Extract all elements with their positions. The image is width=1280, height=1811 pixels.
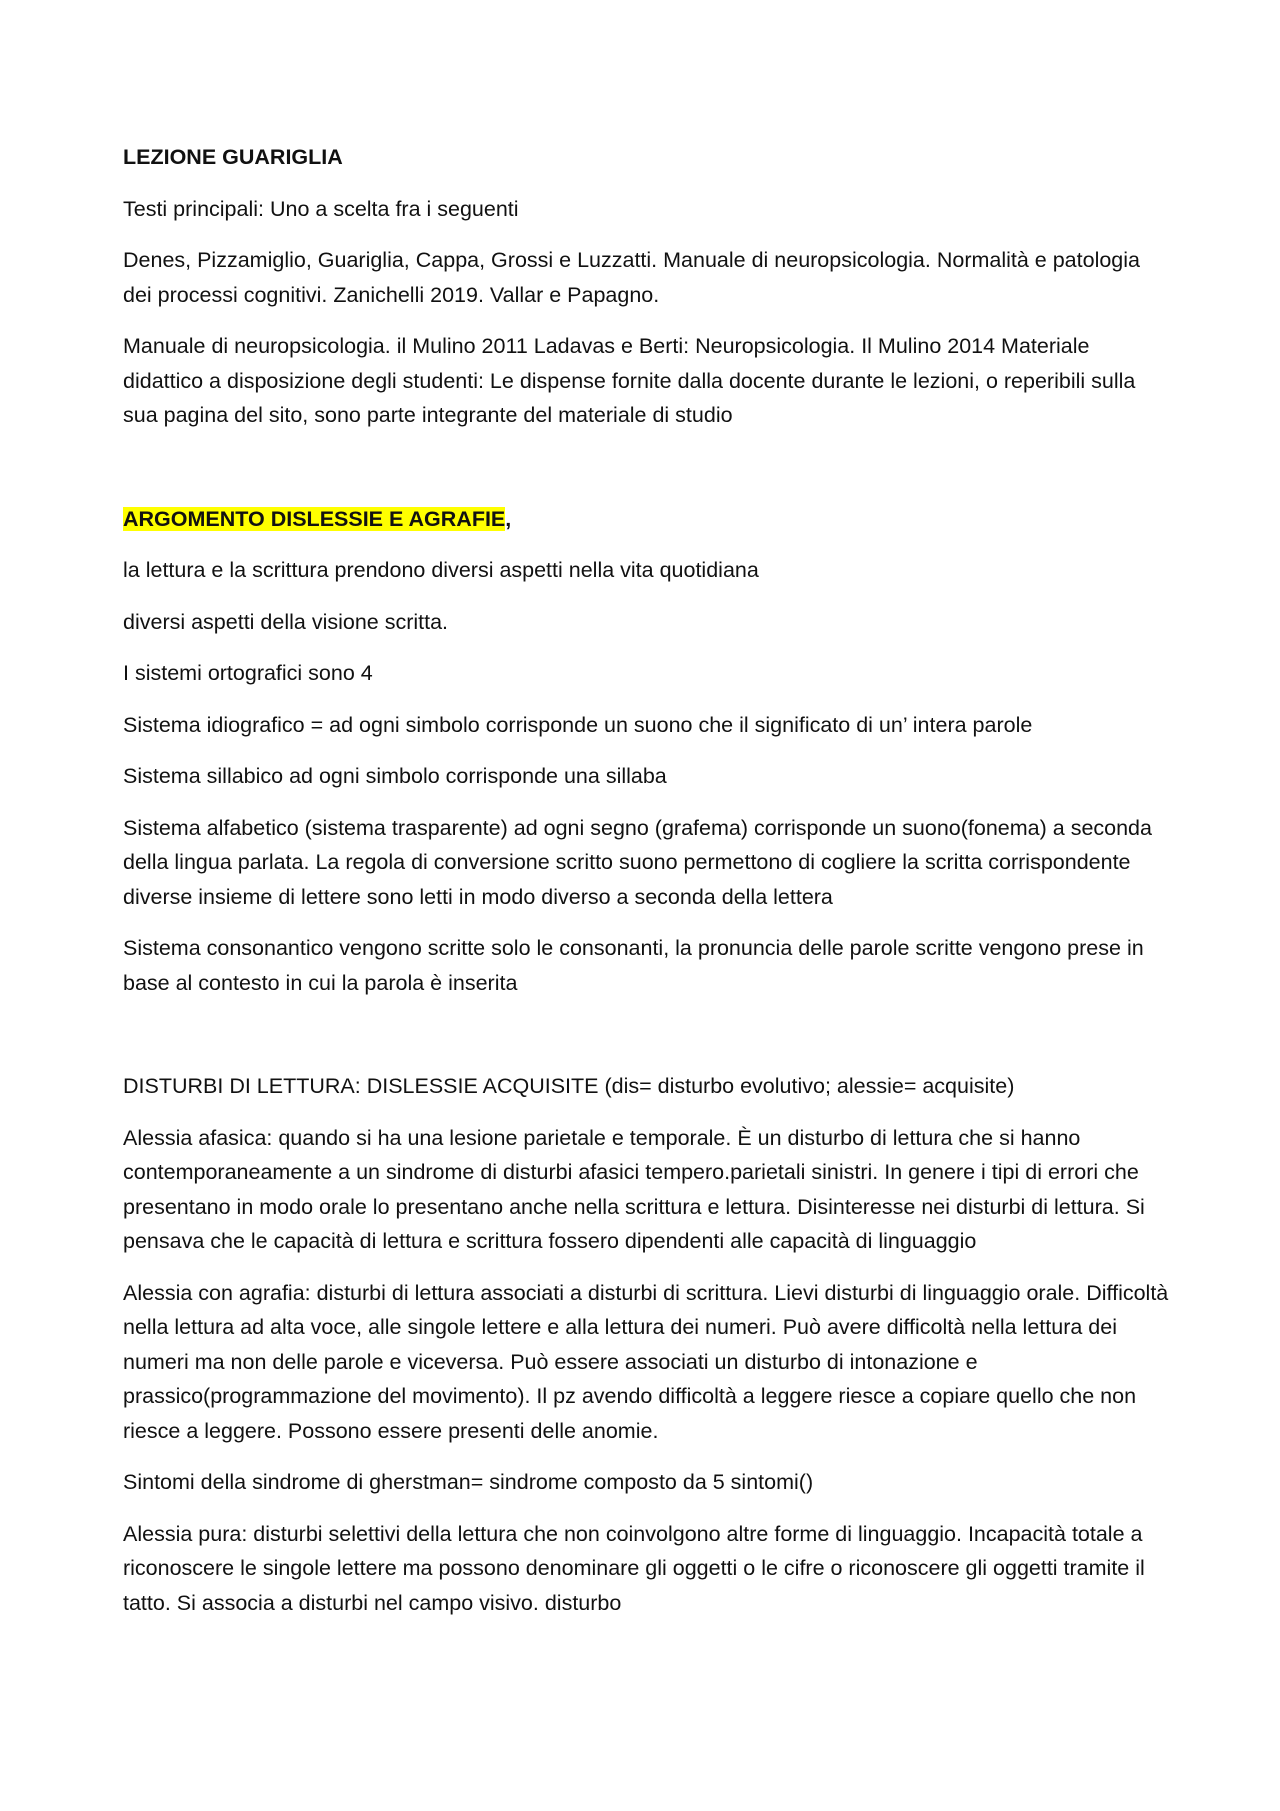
paragraph: la lettura e la scrittura prendono diversi aspetti nella vita quotidiana xyxy=(123,558,759,582)
paragraph: Alessia pura: disturbi selettivi della lettura che non coinvolgono altre forme di linguaggio. Incapacità totale a riconoscere le singole lettere ma possono denominare gli oggetti o le cifre o riconoscere gli oggetti tramite il tatto. Si associa a disturbi nel campo visivo. disturbo xyxy=(123,1521,1145,1615)
section-heading-dislessie xyxy=(123,502,1173,537)
paragraph: Sintomi della sindrome di gherstman= sindrome composto da 5 sintomi() xyxy=(123,1470,814,1494)
paragraph: diversi aspetti della visione scritta. xyxy=(123,609,449,634)
section-heading-disturbi-lettura: DISTURBI DI LETTURA: DISLESSIE ACQUISITE (dis= disturbo evolutivo; alessie= acquisite) xyxy=(123,1074,1015,1098)
spacer xyxy=(123,1017,1173,1069)
paragraph: Alessia afasica: quando si ha una lesione parietale e temporale. È un disturbo di lettura che si hanno contemporaneamente a un sindrome di disturbi afasici tempero.parietali sinistri. In genere i tipi di errori che presentano in modo orale lo presentano anche nella scrittura e lettura. Disinteresse nei disturbi di lettura. Si pensava che le capacità di lettura e scrittura fossero dipendenti alle capacità di linguaggio xyxy=(123,1125,1145,1253)
paragraph: Sistema idiografico = ad ogni simbolo corrisponde un suono che il significato di un’ intera parole xyxy=(123,712,1033,737)
document-title: LEZIONE GUARIGLIA xyxy=(123,145,343,169)
paragraph: Sistema consonantico vengono scritte solo le consonanti, la pronuncia delle parole scritte vengono prese in base al contesto in cui la parola è inserita xyxy=(123,936,1144,995)
paragraph: Alessia con agrafia: disturbi di lettura associati a disturbi di scrittura. Lievi disturbi di linguaggio orale. Difficoltà nella lettura ad alta voce, alle singole lettere e alla lettura dei numeri. Può avere difficoltà nella lettura dei numeri ma non delle parole e viceversa. Può essere associati un disturbo di intonazione e prassico(programmazione del movimento). Il pz avendo difficoltà a leggere riesce a copiare quello che non riesce a leggere. Possono essere presenti delle anomie. xyxy=(123,1280,1169,1443)
document-page xyxy=(123,140,1173,1637)
paragraph: Sistema sillabico ad ogni simbolo corrisponde una sillaba xyxy=(123,764,667,788)
paragraph: Sistema alfabetico (sistema trasparente) ad ogni segno (grafema) corrisponde un suono(fonema) a seconda della lingua parlata. La regola di conversione scritto suono permettono di cogliere la scritta corrispondente diverse insieme di lettere sono letti in modo diverso a seconda della lettera xyxy=(123,815,1152,909)
highlighted-heading-text: ARGOMENTO DISLESSIE E AGRAFIE xyxy=(123,506,506,531)
texts-reference-2: Manuale di neuropsicologia. il Mulino 2011 Ladavas e Berti: Neuropsicologia. Il Mulino 2014 Materiale didattico a disposizione degli studenti: Le dispense fornite dalla docente durante le lezioni, o reperibili sulla sua pagina del sito, sono parte integrante del materiale di studio xyxy=(123,334,1136,427)
spacer xyxy=(123,450,1173,502)
texts-intro: Testi principali: Uno a scelta fra i seguenti xyxy=(123,196,519,221)
texts-reference-1: Denes, Pizzamiglio, Guariglia, Cappa, Grossi e Luzzatti. Manuale di neuropsicologia. Normalità e patologia dei processi cognitivi. Zanichelli 2019. Vallar e Papagno. xyxy=(123,248,1140,307)
heading-suffix: , xyxy=(505,506,512,531)
paragraph: I sistemi ortografici sono 4 xyxy=(123,661,373,685)
